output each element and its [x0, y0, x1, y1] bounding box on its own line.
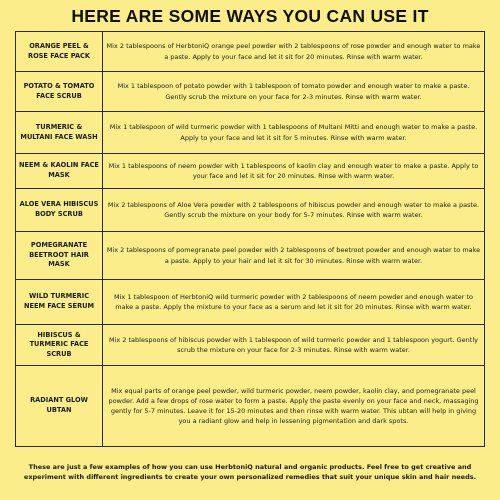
- table-row: [16, 232, 485, 280]
- table-row: [16, 154, 485, 189]
- recipe-description: Mix 2 tablespoons of hibiscus powder with 1 tablespoon of wild turmeric powder and 1 tablespoon yogurt. Gently scrub the mixture on your face for 2-3 minutes. Rinse with warm water.: [103, 325, 485, 366]
- usage-table: [15, 31, 485, 447]
- table-row: [16, 366, 485, 447]
- table-row: [16, 189, 485, 232]
- footer-note: These are just a few examples of how you can use HerbtoniQ natural and organic products. Feel free to get creative and experiment with different ingredients to create your own personalized remedies that suit your unique skin and hair needs.: [23, 463, 477, 481]
- recipe-name: RADIANT GLOW UBTAN: [16, 366, 103, 447]
- recipe-description: Mix 1 tablespoon of wild turmeric powder with 1 tablespoons of Multani Mitti and enough water to make a paste. Apply to your face and let it sit for 5 minutes. Rinse with warm water.: [103, 112, 485, 154]
- table-row: [16, 112, 485, 154]
- recipe-description: Mix 2 tablespoons of Aloe Vera powder with 2 tablespoons of hibiscus powder and enough water to make a paste. Gently scrub the mixture on your body for 5-7 minutes. Rinse with warm water.: [103, 189, 485, 232]
- table-row: [16, 280, 485, 325]
- recipe-name: TURMERIC & MULTANI FACE WASH: [16, 112, 103, 154]
- recipe-name: ALOE VERA HIBISCUS BODY SCRUB: [16, 189, 103, 232]
- page-title: HERE ARE SOME WAYS YOU CAN USE IT: [71, 6, 429, 26]
- recipe-name: WILD TURMERIC NEEM FACE SERUM: [16, 280, 103, 325]
- table-row: [16, 32, 485, 72]
- recipe-name: ORANGE PEEL & ROSE FACE PACK: [16, 32, 103, 72]
- recipe-description: Mix 2 tablespoons of HerbtoniQ orange peel powder with 2 tablespoons of rose powder and enough water to make a paste. Apply to your face and let it sit for 20 minutes. Rinse with warm water.: [103, 32, 485, 72]
- table-row: [16, 72, 485, 112]
- recipe-name: NEEM & KAOLIN FACE MASK: [16, 154, 103, 189]
- recipe-description: Mix 2 tablespoons of pomegranate peel powder with 2 tablespoons of beetroot powder and enough water to make a paste. Apply to your hair and let it sit for 30 minutes. Rinse with warm water.: [103, 232, 485, 280]
- recipe-name: HIBISCUS & TURMERIC FACE SCRUB: [16, 325, 103, 366]
- recipe-description: Mix equal parts of orange peel powder, wild turmeric powder, neem powder, kaolin clay, and pomegranate peel powder. Add a few drops of rose water to form a paste. Apply the paste evenly on your face and neck, massaging gently for 5-7 minutes. Leave it for 15-20 minutes and then rinse with warm water. This ubtan will help in giving you a radiant glow and help in lessening pigmentation and dark spots.: [103, 366, 485, 447]
- recipe-name: POMEGRANATE BEETROOT HAIR MASK: [16, 232, 103, 280]
- recipe-description: Mix 1 tablespoon of HerbtoniQ wild turmeric powder with 2 tablespoons of neem powder and enough water to make a paste. Apply the mixture to your face as a serum and let it sit for 20 minutes. Rinse with warm water.: [103, 280, 485, 325]
- recipe-description: Mix 1 tablespoon of potato powder with 1 tablespoon of tomato powder and enough water to make a paste. Gently scrub the mixture on your face for 2-3 minutes. Rinse with warm water.: [103, 72, 485, 112]
- table-row: [16, 325, 485, 366]
- recipe-description: Mix 1 tablespoons of neem powder with 1 tablespoons of kaolin clay and enough water to make a paste. Apply to your face and let it sit for 20 minutes. Rinse with warm water.: [103, 154, 485, 189]
- recipe-name: POTATO & TOMATO FACE SCRUB: [16, 72, 103, 112]
